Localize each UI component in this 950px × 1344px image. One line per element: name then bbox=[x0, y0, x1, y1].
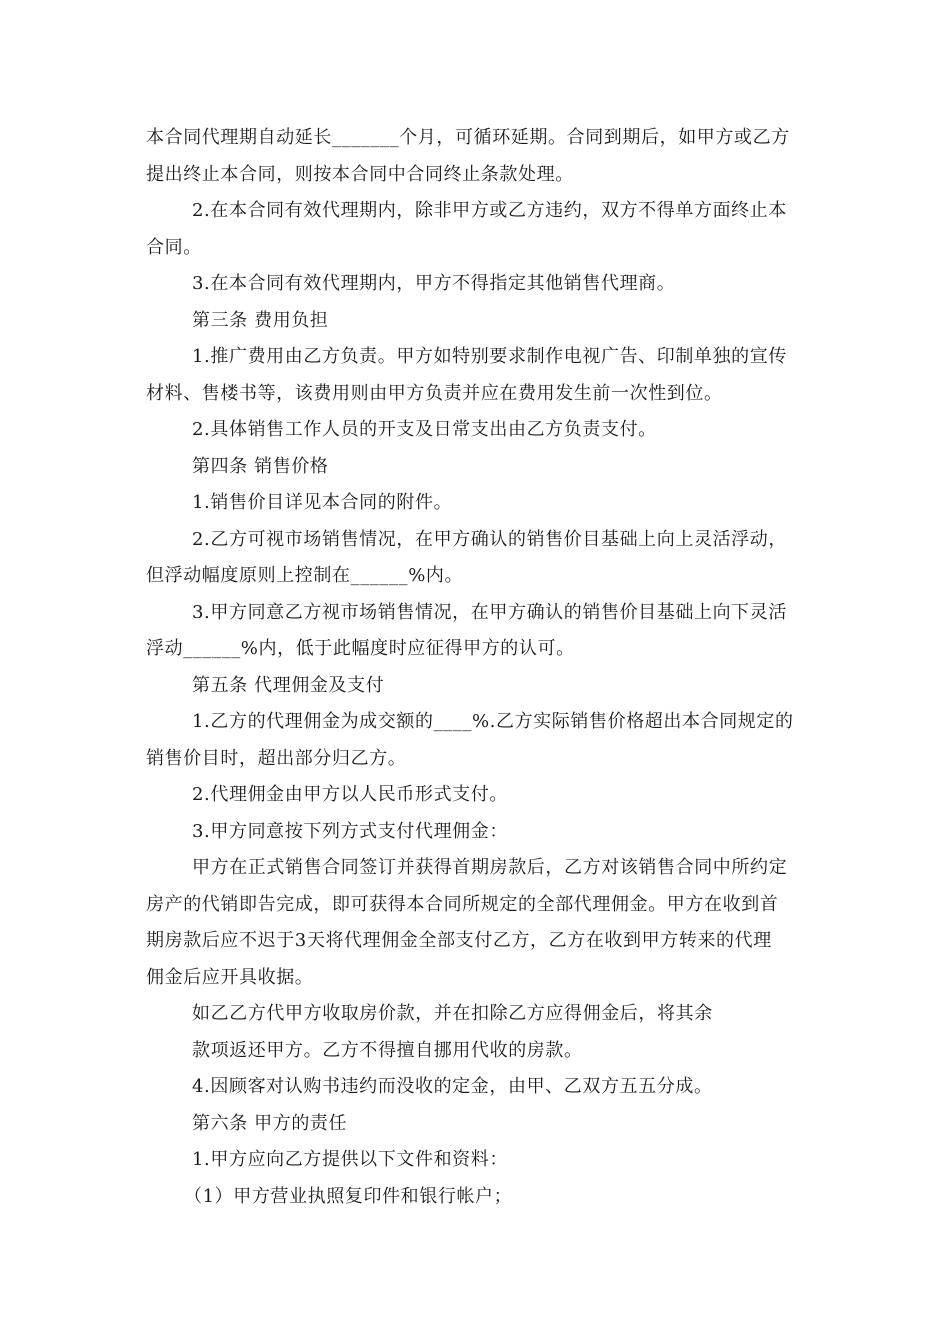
paragraph-line: 期房款后应不迟于3天将代理佣金全部支付乙方，乙方在收到甲方转来的代理 bbox=[146, 930, 772, 951]
paragraph-line: 如乙乙方代甲方收取房价款，并在扣除乙方应得佣金后，将其余 bbox=[192, 1003, 713, 1024]
section-heading: 第三条 费用负担 bbox=[192, 309, 329, 331]
section-heading: 第五条 代理佣金及支付 bbox=[192, 674, 385, 696]
clause-item: 1.甲方应向乙方提供以下文件和资料： bbox=[192, 1149, 508, 1170]
clause-item: 2.在本合同有效代理期内，除非甲方或乙方违约，双方不得单方面终止本 bbox=[192, 200, 787, 221]
clause-item: 2.具体销售工作人员的开支及日常支出由乙方负责支付。 bbox=[192, 419, 657, 440]
paragraph-line: 房产的代销即告完成，即可获得本合同所规定的全部代理佣金。甲方在收到首 bbox=[146, 893, 779, 915]
clause-item: 3.甲方同意按下列方式支付代理佣金： bbox=[192, 820, 508, 842]
paragraph-line: 佣金后应开具收据。 bbox=[146, 966, 314, 988]
document-body bbox=[146, 120, 808, 1215]
paragraph-line: 但浮动幅度原则上控制在______%内。 bbox=[146, 565, 464, 586]
section-heading: 第六条 甲方的责任 bbox=[192, 1112, 348, 1134]
paragraph-line: 合同。 bbox=[146, 236, 202, 258]
clause-item: 2.乙方可视市场销售情况，在甲方确认的销售价目基础上向上灵活浮动， bbox=[192, 528, 787, 550]
paragraph-line: 提出终止本合同，则按本合同中合同终止条款处理。 bbox=[146, 163, 574, 185]
clause-item: 4.因顾客对认购书违约而没收的定金，由甲、乙双方五五分成。 bbox=[192, 1076, 713, 1097]
clause-item: 3.在本合同有效代理期内，甲方不得指定其他销售代理商。 bbox=[192, 273, 676, 294]
paragraph-line: 本合同代理期自动延长_______个月，可循环延期。合同到期后，如甲方或乙方 bbox=[146, 127, 790, 148]
sub-clause-item: （1）甲方营业执照复印件和银行帐户； bbox=[184, 1185, 513, 1207]
paragraph-line: 款项返还甲方。乙方不得擅自挪用代收的房款。 bbox=[192, 1039, 583, 1061]
section-heading: 第四条 销售价格 bbox=[192, 455, 329, 477]
clause-item: 2.代理佣金由甲方以人民币形式支付。 bbox=[192, 784, 508, 805]
clause-item: 1.销售价目详见本合同的附件。 bbox=[192, 492, 453, 513]
clause-item: 1.推广费用由乙方负责。甲方如特别要求制作电视广告、印制单独的宣传 bbox=[192, 346, 787, 367]
clause-item: 3.甲方同意乙方视市场销售情况，在甲方确认的销售价目基础上向下灵活 bbox=[192, 601, 787, 623]
clause-item: 1.乙方的代理佣金为成交额的____%.乙方实际销售价格超出本合同规定的 bbox=[192, 711, 794, 732]
paragraph-line: 甲方在正式销售合同签订并获得首期房款后，乙方对该销售合同中所约定 bbox=[192, 857, 788, 878]
paragraph-line: 材料、售楼书等，该费用则由甲方负责并应在费用发生前一次性到位。 bbox=[146, 382, 723, 404]
paragraph-line: 浮动______%内，低于此幅度时应征得甲方的认可。 bbox=[146, 638, 575, 659]
paragraph-line: 销售价目时，超出部分归乙方。 bbox=[146, 747, 407, 769]
